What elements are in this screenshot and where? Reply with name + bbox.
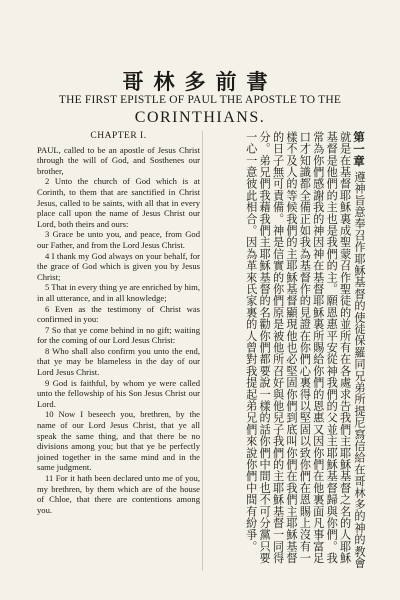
chinese-column: [206, 131, 366, 569]
verse-9: 9 God is faithful, by whom ye were called unto the fellowship of his Son Jesus Christ our Lord.: [37, 377, 200, 409]
english-column: [37, 131, 200, 586]
verse-3: 3 Grace be unto you, and peace, from God our Father, and from the Lord Jesus Christ.: [37, 229, 200, 250]
verse-7: 7 So that ye come behind in no gift; waiting for the coming of our Lord Jesus Christ:: [37, 324, 200, 346]
verse-4: 4 I thank my God always on your behalf, for the grace of God which is given you by Jesus Christ;: [37, 250, 200, 282]
verse-5: 5 That in every thing ye are enriched by him, in all utterance, and in all knowledge;: [37, 282, 200, 303]
chinese-chapter-heading: 第一章: [352, 131, 366, 167]
english-chapter-heading: CHAPTER I.: [90, 131, 147, 141]
verse-2: 2 Unto the church of God which is at Corinth, to them that are sanctified in Christ Jesus, called to be saints, with all that in every place call upon the name of Jesus Christ our Lord, both theirs and ours:: [37, 176, 200, 229]
english-title-line-2: CORINTHIANS.: [134, 109, 266, 126]
verse-11: 11 For it hath been declared unto me of you, my brethren, by them which are of the house of Chloe, that there are contentions among you.: [37, 473, 200, 515]
chinese-body-text: 遵神旨意奉召作耶穌基督的使徒保羅同兄弟所提尼寫信給在哥林多的神的教會就是在基督耶穌裏成聖蒙召作聖徒的並所有在各處求告我們主耶穌基督之名的人耶穌基督是他們的主也是我們的主。願恩惠平安從神我們的父並主耶穌基督歸與你們。我常為你們感謝我的神因神在基督耶穌裏所賜給你們的恩惠又因你們在他裏面凡事富足口才知識都全備正如我為基督作的見證在你們心裏得以堅固以致你們在恩賜上沒有一樣不及人的等候我們的主耶穌基督顯現他也必堅固你們到底叫你們在我們主耶穌基督的日子無可責備。神是信實的你們原是被他所召好與他兒子我們的主耶穌基督一同得分。弟兄們我藉我們主耶穌基督的名勸你們都要說一樣的話你們中間也不可分黨只要一心一意彼此相合。因為革來氏家裏的人曾對我提起弟兄們來說你們中間有紛爭。: [244, 131, 366, 569]
verse-6: 6 Even as the testimony of Christ was confirmed in you:: [37, 303, 200, 325]
english-title-line-1: THE FIRST EPISTLE OF PAUL THE APOSTLE TO THE: [58, 94, 342, 106]
column-divider: [202, 131, 203, 571]
verse-10: 10 Now I beseech you, brethren, by the name of our Lord Jesus Christ, that ye all speak the same thing, and that there be no divisions among you; but that ye be perfectly joined together in the same mind and in the same judgment.: [37, 409, 200, 473]
chinese-book-title: 哥林多前書: [122, 69, 278, 94]
verse-1: PAUL, called to be an apostle of Jesus Christ through the will of God, and Sosthenes our brother,: [37, 144, 200, 176]
verse-8: 8 Who shall also confirm you unto the end, that ye may be blameless in the day of our Lord Jesus Christ.: [37, 345, 200, 378]
